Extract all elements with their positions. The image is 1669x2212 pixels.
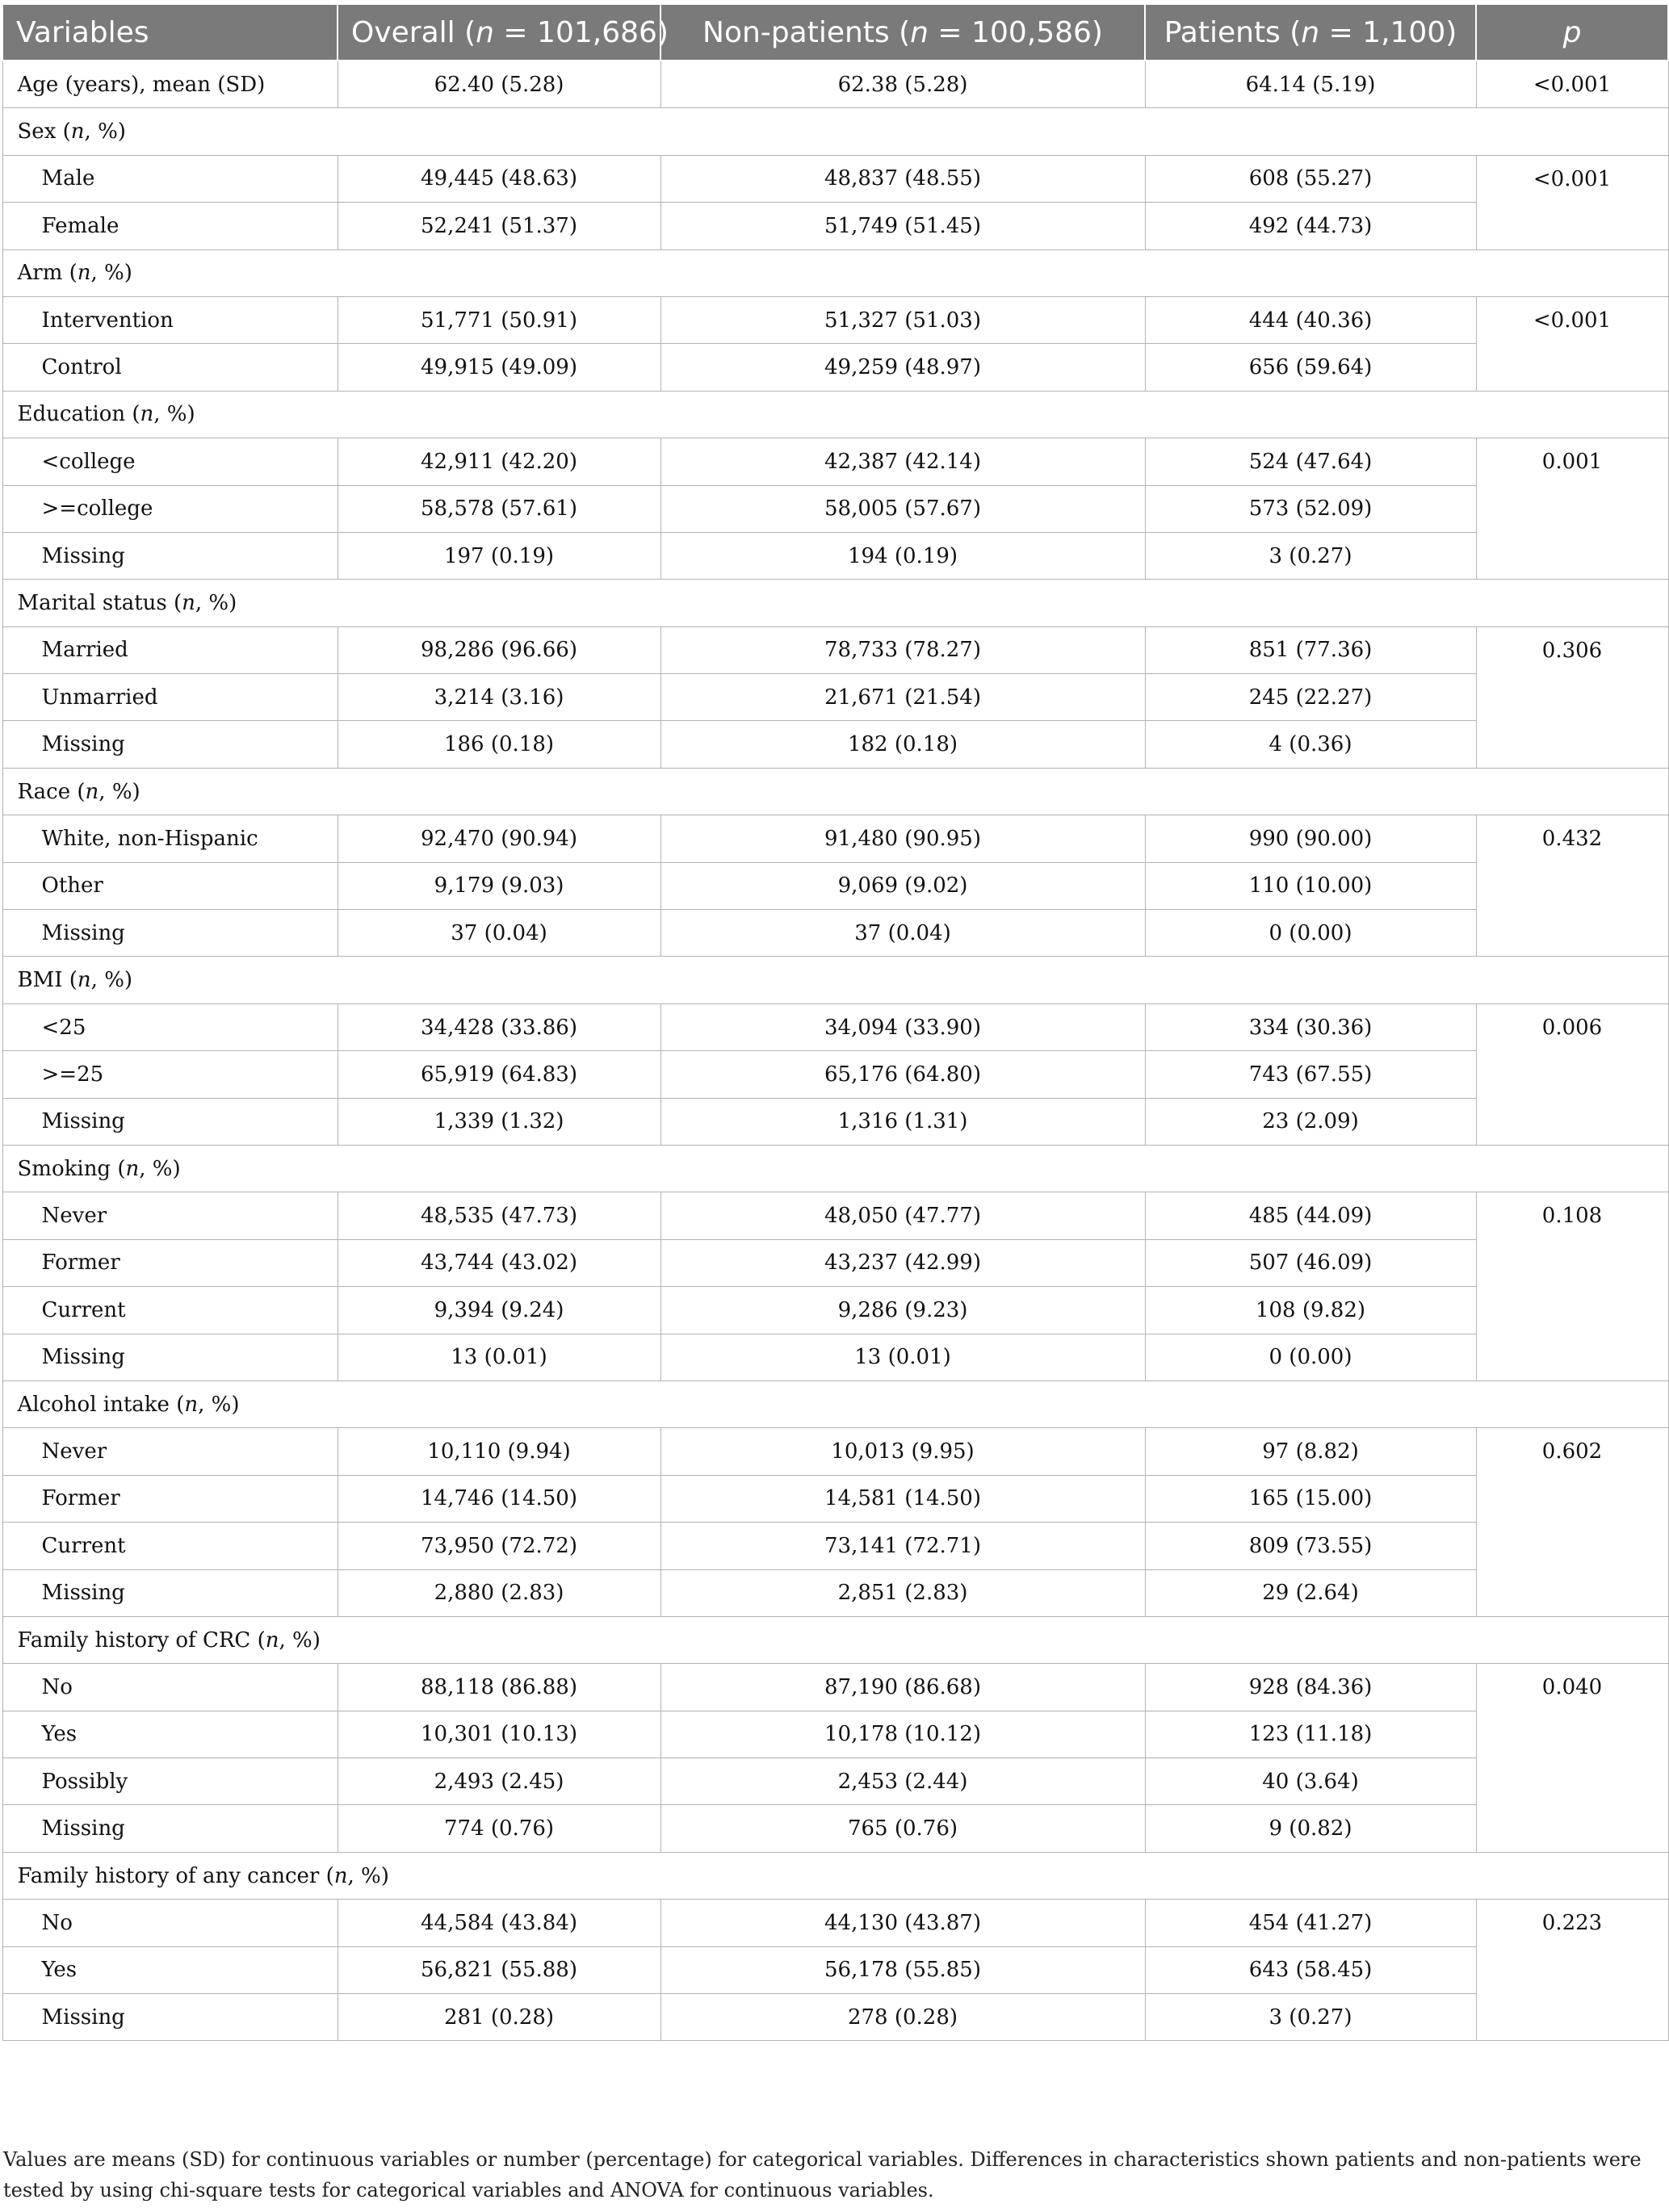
table-row [2,1805,1668,1852]
row-p-value: 0.223 [1476,1900,1668,2041]
row-label: Missing [2,721,338,768]
group-title-n: n [333,1863,348,1888]
table-row [2,1946,1668,1993]
row-label: Married [2,626,338,673]
row-patients: 656 (59.64) [1145,344,1476,391]
table-row [2,1523,1668,1569]
table-row [2,1098,1668,1145]
row-nonpatients: 2,851 (2.83) [660,1569,1145,1616]
header-nonpatients-post: = 100,586) [928,15,1103,49]
table-row [2,1192,1668,1239]
table-row-group-header [2,580,1668,626]
row-p-value: 0.432 [1476,815,1668,957]
row-patients: 23 (2.09) [1145,1098,1476,1145]
group-title-open: ( [169,1392,185,1417]
row-patients: 97 (8.82) [1145,1428,1476,1475]
row-label: Missing [2,910,338,957]
row-overall: 52,241 (51.37) [338,203,660,249]
group-title-open: ( [125,402,140,427]
table-row [2,1758,1668,1805]
row-label: No [2,1664,338,1711]
group-title-n: n [77,261,91,286]
age-overall: 62.40 (5.28) [338,61,660,108]
row-overall: 10,301 (10.13) [338,1711,660,1757]
row-label: White, non-Hispanic [2,815,338,862]
table-row [2,1003,1668,1050]
row-nonpatients: 21,671 (21.54) [660,674,1145,721]
group-title-rest: , %) [279,1628,321,1653]
row-nonpatients: 194 (0.19) [660,532,1145,579]
row-label: Never [2,1428,338,1475]
table-row-group-header [2,249,1668,296]
row-label: Missing [2,1994,338,2041]
row-overall: 73,950 (72.72) [338,1523,660,1569]
group-title-text: Smoking [17,1156,111,1181]
group-title-rest: , %) [195,590,237,615]
header-nonpatients-pre: Non-patients ( [702,15,911,49]
group-title-n: n [140,402,154,427]
group-title-rest: , %) [198,1392,240,1417]
group-title [2,768,1668,815]
row-nonpatients: 9,286 (9.23) [660,1287,1145,1334]
row-nonpatients: 58,005 (57.67) [660,485,1145,532]
row-overall: 49,445 (48.63) [338,155,660,202]
table-row-group-header [2,957,1668,1003]
group-title [2,108,1668,155]
row-p-value: 0.602 [1476,1428,1668,1617]
row-patients: 608 (55.27) [1145,155,1476,202]
row-overall: 42,911 (42.20) [338,438,660,485]
group-title [2,1145,1668,1192]
row-label: Current [2,1523,338,1569]
row-patients: 492 (44.73) [1145,203,1476,249]
group-title-n: n [77,968,91,993]
row-patients: 444 (40.36) [1145,296,1476,343]
row-p-value: 0.040 [1476,1664,1668,1853]
group-title-text: Education [17,402,126,427]
row-p-value: <0.001 [1476,296,1668,391]
table-row [2,438,1668,485]
group-title-n: n [85,779,99,804]
row-overall: 1,339 (1.32) [338,1098,660,1145]
row-overall: 51,771 (50.91) [338,296,660,343]
row-nonpatients: 51,749 (51.45) [660,203,1145,249]
group-title-text: BMI [17,968,63,993]
header-overall-pre: Overall ( [351,15,476,49]
row-nonpatients: 182 (0.18) [660,721,1145,768]
group-title-open: ( [250,1628,266,1653]
row-label: >=25 [2,1051,338,1098]
row-overall: 37 (0.04) [338,910,660,957]
row-patients: 123 (11.18) [1145,1711,1476,1757]
row-patients: 990 (90.00) [1145,815,1476,862]
row-p-value: 0.306 [1476,626,1668,768]
row-nonpatients: 10,178 (10.12) [660,1711,1145,1757]
table-row-group-header [2,1380,1668,1427]
row-nonpatients: 87,190 (86.68) [660,1664,1145,1711]
group-title [2,580,1668,626]
header-overall-post: = 101,686) [493,15,669,49]
group-title [2,1616,1668,1663]
row-overall: 14,746 (14.50) [338,1475,660,1522]
header-p-text: p [1562,15,1582,49]
header-overall-n: n [476,15,494,49]
group-title-rest: , %) [139,1156,181,1181]
table-row [2,1475,1668,1522]
header-overall [338,4,669,61]
row-p-value: <0.001 [1476,155,1668,249]
row-label: Possibly [2,1758,338,1805]
age-p-value: <0.001 [1476,61,1668,108]
group-title [2,249,1668,296]
row-overall: 98,286 (96.66) [338,626,660,673]
row-label: <college [2,438,338,485]
group-title-open: ( [111,1156,126,1181]
group-title-n: n [125,1156,140,1181]
row-nonpatients: 34,094 (33.90) [660,1003,1145,1050]
group-title [2,1852,1668,1899]
row-nonpatients: 278 (0.28) [660,1994,1145,2041]
group-title-text: Family history of any cancer [17,1863,320,1888]
row-overall: 34,428 (33.86) [338,1003,660,1050]
header-patients-n: n [1301,15,1320,49]
row-label: Missing [2,1098,338,1145]
header-variables [2,4,338,61]
row-label: Unmarried [2,674,338,721]
group-title-text: Family history of CRC [17,1628,251,1653]
group-title-text: Arm [17,261,63,286]
row-nonpatients: 48,050 (47.77) [660,1192,1145,1239]
table-row [2,1239,1668,1286]
row-label: Other [2,862,338,909]
row-patients: 809 (73.55) [1145,1523,1476,1569]
table-row-group-header [2,1852,1668,1899]
row-label: Missing [2,1569,338,1616]
row-label: Missing [2,1805,338,1852]
table-row [2,485,1668,532]
group-title [2,1380,1668,1427]
row-label: Former [2,1239,338,1286]
row-label: Yes [2,1946,338,1993]
row-patients: 334 (30.36) [1145,1003,1476,1050]
table-row [2,1428,1668,1475]
group-title-n: n [182,590,195,615]
row-overall: 3,214 (3.16) [338,674,660,721]
table-row [2,1994,1668,2041]
row-overall: 92,470 (90.94) [338,815,660,862]
table-body [2,61,1668,2041]
row-label: Female [2,203,338,249]
row-patients: 524 (47.64) [1145,438,1476,485]
row-overall: 44,584 (43.84) [338,1900,660,1946]
group-title-open: ( [166,590,182,615]
row-nonpatients: 9,069 (9.02) [660,862,1145,909]
row-label: Current [2,1287,338,1334]
row-patients: 507 (46.09) [1145,1239,1476,1286]
header-nonpatients-n: n [910,15,929,49]
table-row [2,674,1668,721]
row-label: >=college [2,485,338,532]
group-title-open: ( [62,261,78,286]
row-patients: 3 (0.27) [1145,532,1476,579]
group-title-rest: , %) [99,779,140,804]
table-row [2,1334,1668,1380]
table-row [2,203,1668,249]
table-row-group-header [2,768,1668,815]
table-row [2,1051,1668,1098]
row-overall: 49,915 (49.09) [338,344,660,391]
table-row [2,721,1668,768]
row-nonpatients: 43,237 (42.99) [660,1239,1145,1286]
row-label: Male [2,155,338,202]
row-patients: 643 (58.45) [1145,1946,1476,1993]
group-title-open: ( [70,779,86,804]
group-title-rest: , %) [347,1863,389,1888]
group-title-rest: , %) [84,119,126,145]
baseline-characteristics-table [2,3,1669,2041]
table-row [2,910,1668,957]
row-nonpatients: 51,327 (51.03) [660,296,1145,343]
table-header [2,4,1668,61]
row-p-value: 0.108 [1476,1192,1668,1381]
row-patients: 245 (22.27) [1145,674,1476,721]
row-nonpatients: 37 (0.04) [660,910,1145,957]
row-overall: 48,535 (47.73) [338,1192,660,1239]
table-row-group-header [2,1616,1668,1663]
row-overall: 58,578 (57.61) [338,485,660,532]
table-row-group-header [2,108,1668,155]
row-nonpatients: 78,733 (78.27) [660,626,1145,673]
table-row-group-header [2,391,1668,438]
row-patients: 165 (15.00) [1145,1475,1476,1522]
row-overall: 43,744 (43.02) [338,1239,660,1286]
row-label: Intervention [2,296,338,343]
row-patients: 743 (67.55) [1145,1051,1476,1098]
table-footnote: Values are means (SD) for continuous variables or number (percentage) for categorical variables. Differences in characteristics shown patients and non-patients were tested by using chi-square tests for categorical variables and ANOVA for continuous variables. [3,2148,1642,2202]
row-overall: 9,394 (9.24) [338,1287,660,1334]
table-row [2,1664,1668,1711]
row-label: Former [2,1475,338,1522]
table-row [2,344,1668,391]
row-patients: 3 (0.27) [1145,1994,1476,2041]
row-label: Missing [2,532,338,579]
row-overall: 2,880 (2.83) [338,1569,660,1616]
row-nonpatients: 10,013 (9.95) [660,1428,1145,1475]
row-overall: 56,821 (55.88) [338,1946,660,1993]
row-patients: 454 (41.27) [1145,1900,1476,1946]
group-title-text: Alcohol intake [17,1392,170,1417]
row-label: Yes [2,1711,338,1757]
row-overall: 65,919 (64.83) [338,1051,660,1098]
row-label: Missing [2,1334,338,1380]
row-nonpatients: 56,178 (55.85) [660,1946,1145,1993]
header-variables-text: Variables [16,15,149,49]
row-patients: 0 (0.00) [1145,910,1476,957]
group-title-n: n [184,1392,199,1417]
group-title-n: n [265,1628,279,1653]
table-row [2,815,1668,862]
row-patients: 29 (2.64) [1145,1569,1476,1616]
row-patients: 851 (77.36) [1145,626,1476,673]
row-patients: 485 (44.09) [1145,1192,1476,1239]
row-label: Control [2,344,338,391]
table-row [2,296,1668,343]
row-overall: 9,179 (9.03) [338,862,660,909]
group-title-text: Race [17,779,71,804]
row-overall: 2,493 (2.45) [338,1758,660,1805]
table-row [2,1900,1668,1946]
row-overall: 10,110 (9.94) [338,1428,660,1475]
group-title-text: Sex [17,119,57,145]
group-title-text: Marital status [17,590,167,615]
table-row [2,862,1668,909]
header-row [2,4,1668,61]
row-nonpatients: 13 (0.01) [660,1334,1145,1380]
age-nonpatients: 62.38 (5.28) [660,61,1145,108]
table-row [2,626,1668,673]
group-title-rest: , %) [90,968,133,993]
table-row [2,1711,1668,1757]
row-patients: 9 (0.82) [1145,1805,1476,1852]
age-label: Age (years), mean (SD) [2,61,338,108]
row-nonpatients: 2,453 (2.44) [660,1758,1145,1805]
row-patients: 573 (52.09) [1145,485,1476,532]
row-patients: 110 (10.00) [1145,862,1476,909]
row-overall: 13 (0.01) [338,1334,660,1380]
row-nonpatients: 48,837 (48.55) [660,155,1145,202]
row-nonpatients: 73,141 (72.71) [660,1523,1145,1569]
group-title-open: ( [62,968,78,993]
table-row [2,1287,1668,1334]
group-title-rest: , %) [90,261,132,286]
group-title [2,957,1668,1003]
row-label: Never [2,1192,338,1239]
row-nonpatients: 44,130 (43.87) [660,1900,1145,1946]
header-patients-pre: Patients ( [1164,15,1302,49]
row-overall: 186 (0.18) [338,721,660,768]
row-nonpatients: 1,316 (1.31) [660,1098,1145,1145]
group-title [2,391,1668,438]
table-row-group-header [2,1145,1668,1192]
group-title-n: n [70,119,85,145]
row-nonpatients: 49,259 (48.97) [660,344,1145,391]
table-row [2,532,1668,579]
row-nonpatients: 14,581 (14.50) [660,1475,1145,1522]
row-overall: 281 (0.28) [338,1994,660,2041]
row-overall: 774 (0.76) [338,1805,660,1852]
row-p-value: 0.001 [1476,438,1668,580]
row-patients: 0 (0.00) [1145,1334,1476,1380]
row-nonpatients: 42,387 (42.14) [660,438,1145,485]
row-nonpatients: 765 (0.76) [660,1805,1145,1852]
table-row [2,155,1668,202]
group-title-open: ( [319,1863,334,1888]
header-nonpatients [660,4,1145,61]
header-patients [1145,4,1476,61]
age-patients: 64.14 (5.19) [1145,61,1476,108]
row-overall: 197 (0.19) [338,532,660,579]
row-patients: 928 (84.36) [1145,1664,1476,1711]
group-title-rest: , %) [153,402,195,427]
row-nonpatients: 65,176 (64.80) [660,1051,1145,1098]
row-nonpatients: 91,480 (90.95) [660,815,1145,862]
row-patients: 4 (0.36) [1145,721,1476,768]
header-p [1476,4,1668,61]
row-patients: 108 (9.82) [1145,1287,1476,1334]
table-row [2,1569,1668,1616]
row-overall: 88,118 (86.88) [338,1664,660,1711]
row-label: No [2,1900,338,1946]
table-row-age [2,61,1668,108]
row-patients: 40 (3.64) [1145,1758,1476,1805]
group-title-open: ( [56,119,71,145]
row-label: <25 [2,1003,338,1050]
row-p-value: 0.006 [1476,1003,1668,1145]
header-patients-post: = 1,100) [1319,15,1457,49]
